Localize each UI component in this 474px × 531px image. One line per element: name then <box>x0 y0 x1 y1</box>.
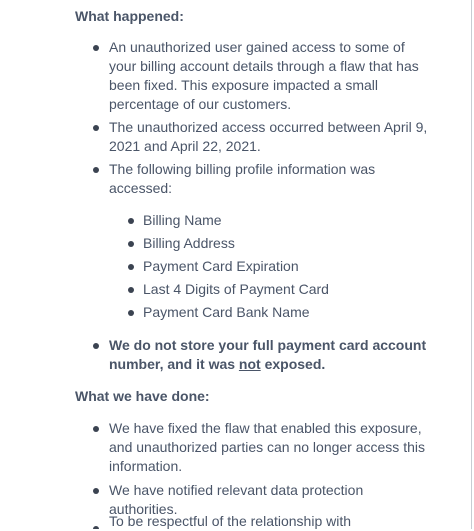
statement-emphasis: not <box>238 356 261 372</box>
cut-off-list-item <box>109 513 429 529</box>
list-item-card-number-statement <box>109 336 429 374</box>
list-item-unauthorized-access: An unauthorized user gained access to some of your billing account details through a flaw that has been fixed. This exposure impacted a small percentage of our customers. <box>109 38 429 114</box>
list-item-accessed-info: The following billing profile information was accessed: <box>109 160 429 198</box>
cut-off-text: To be respectful of the relationship with <box>109 513 352 529</box>
what-we-have-done-heading: What we have done: <box>75 388 210 404</box>
what-happened-heading: What happened: <box>75 8 184 24</box>
list-item-card-expiration: Payment Card Expiration <box>143 257 433 276</box>
statement-part1: We do not store your full payment card account number, and it was <box>109 337 427 372</box>
list-item-authorities-notified: We have notified relevant data protection authorities. <box>109 481 429 519</box>
cut-off-bullet <box>93 526 99 529</box>
list-item-card-last4: Last 4 Digits of Payment Card <box>143 280 433 299</box>
statement-part2: exposed. <box>260 356 326 372</box>
list-item-card-bank: Payment Card Bank Name <box>143 303 433 322</box>
list-item-billing-name: Billing Name <box>143 211 433 230</box>
list-item-billing-address: Billing Address <box>143 234 433 253</box>
list-item-access-dates: The unauthorized access occurred between April 9, 2021 and April 22, 2021. <box>109 119 428 154</box>
list-item-flaw-fixed: We have fixed the flaw that enabled this exposure, and unauthorized parties can no longer access this information. <box>109 419 429 476</box>
content-border <box>471 0 472 529</box>
